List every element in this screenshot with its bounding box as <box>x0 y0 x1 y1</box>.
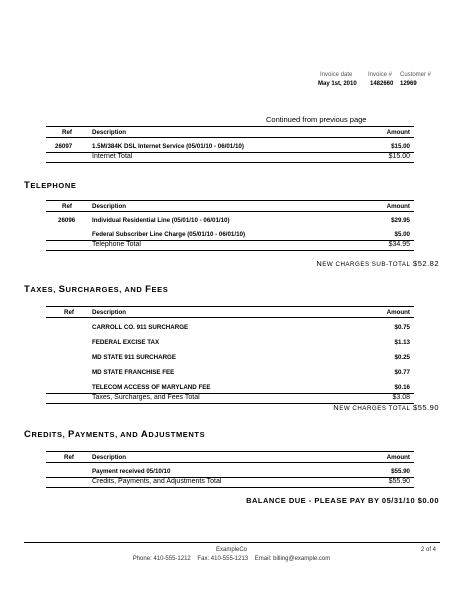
customer-number: 12969 <box>400 81 417 87</box>
invoice-date: May 1st, 2010 <box>318 81 357 87</box>
row-ref: 26096 <box>58 217 76 224</box>
table-row <box>46 215 414 229</box>
invoice-number: 1482660 <box>370 81 394 87</box>
ref-header: Ref <box>62 129 72 136</box>
footer-contact: Phone: 410-555-1212 Fax: 410-555-1213 Email: billing@example.com <box>132 556 331 562</box>
row-ref: 26097 <box>55 143 73 150</box>
table-row <box>46 382 414 393</box>
row-amount: $0.25 <box>394 354 410 361</box>
row-description: TELECOM ACCESS OF MARYLAND FEE <box>92 384 211 391</box>
page-number: 2 of 4 <box>421 547 437 553</box>
row-description: Payment received 05/10/10 <box>92 468 171 475</box>
amount-header: Amount <box>386 129 410 136</box>
section-title-telephone: TELEPHONE <box>24 180 77 191</box>
amount-header: Amount <box>386 454 410 461</box>
row-description: MD STATE 911 SURCHARGE <box>92 354 177 361</box>
row-description: Federal Subscriber Line Charge (05/01/10 - 06/01/10) <box>92 231 246 238</box>
total-label: Telephone Total <box>92 241 141 248</box>
table-row <box>46 229 414 240</box>
total-amount: $15.00 <box>388 153 410 160</box>
credits-table <box>46 451 414 488</box>
row-amount: $1.13 <box>394 339 410 346</box>
internet-table <box>46 126 414 163</box>
ref-header: Ref <box>64 309 74 316</box>
amount-header: Amount <box>386 309 410 316</box>
total-amount: $55.90 <box>388 478 410 485</box>
table-row <box>46 141 414 152</box>
description-header: Description <box>92 454 127 461</box>
taxes-table <box>46 306 414 404</box>
invoice-date-label: Invoice date <box>320 72 353 78</box>
table-total-row <box>46 152 414 163</box>
table-row <box>46 466 414 477</box>
new-charges-subtotal: NEW CHARGES SUB-TOTAL $52.82 <box>316 259 439 268</box>
table-header <box>46 200 414 212</box>
table-row <box>46 337 414 352</box>
row-amount: $29.95 <box>391 217 410 224</box>
total-amount: $34.95 <box>388 241 410 248</box>
total-amount: $3.08 <box>392 394 410 401</box>
table-header <box>46 451 414 463</box>
table-row <box>46 322 414 337</box>
description-header: Description <box>92 203 127 210</box>
ref-header: Ref <box>62 203 72 210</box>
total-label: Taxes, Surcharges, and Fees Total <box>92 394 200 401</box>
table-total-row <box>46 477 414 488</box>
total-label: Internet Total <box>92 153 133 160</box>
table-row <box>46 367 414 382</box>
ref-header: Ref <box>64 454 74 461</box>
row-amount: $55.90 <box>391 468 410 475</box>
balance-amount: $0.00 <box>417 496 439 505</box>
row-amount: $0.77 <box>394 369 410 376</box>
row-description: CARROLL CO. 911 SURCHARGE <box>92 324 189 331</box>
table-total-row <box>46 240 414 251</box>
table-header <box>46 306 414 318</box>
telephone-table <box>46 200 414 251</box>
section-title-taxes: TAXES, SURCHARGES, AND FEES <box>24 284 169 295</box>
row-description: MD STATE FRANCHISE FEE <box>92 369 175 376</box>
amount-header: Amount <box>386 203 410 210</box>
description-header: Description <box>92 129 127 136</box>
total-amount: $55.90 <box>413 403 439 412</box>
footer-company: ExampleCo <box>215 547 247 553</box>
row-amount: $15.00 <box>391 143 410 150</box>
row-amount: $0.16 <box>394 384 410 391</box>
row-description: 1.5M/384K DSL Internet Service (05/01/10 - 06/01/10) <box>92 143 244 150</box>
balance-due: BALANCE DUE - PLEASE PAY BY 05/31/10 $0.00 <box>246 496 439 505</box>
description-header: Description <box>92 309 127 316</box>
row-amount: $0.75 <box>394 324 410 331</box>
row-amount: $5.00 <box>394 231 410 238</box>
continued-text: Continued from previous page <box>266 115 367 124</box>
invoice-number-label: Invoice # <box>368 72 393 78</box>
footer-divider <box>24 542 440 543</box>
total-label: Credits, Payments, and Adjustments Total <box>92 478 222 485</box>
table-header <box>46 126 414 138</box>
row-description: FEDERAL EXCISE TAX <box>92 339 160 346</box>
section-title-credits: CREDITS, PAYMENTS, AND ADJUSTMENTS <box>24 429 206 440</box>
new-charges-total: NEW CHARGES TOTAL $55.90 <box>333 403 439 412</box>
subtotal-amount: $52.82 <box>413 259 439 268</box>
row-description: Individual Residential Line (05/01/10 - 06/01/10) <box>92 217 230 224</box>
customer-number-label: Customer # <box>400 72 432 78</box>
table-row <box>46 352 414 367</box>
